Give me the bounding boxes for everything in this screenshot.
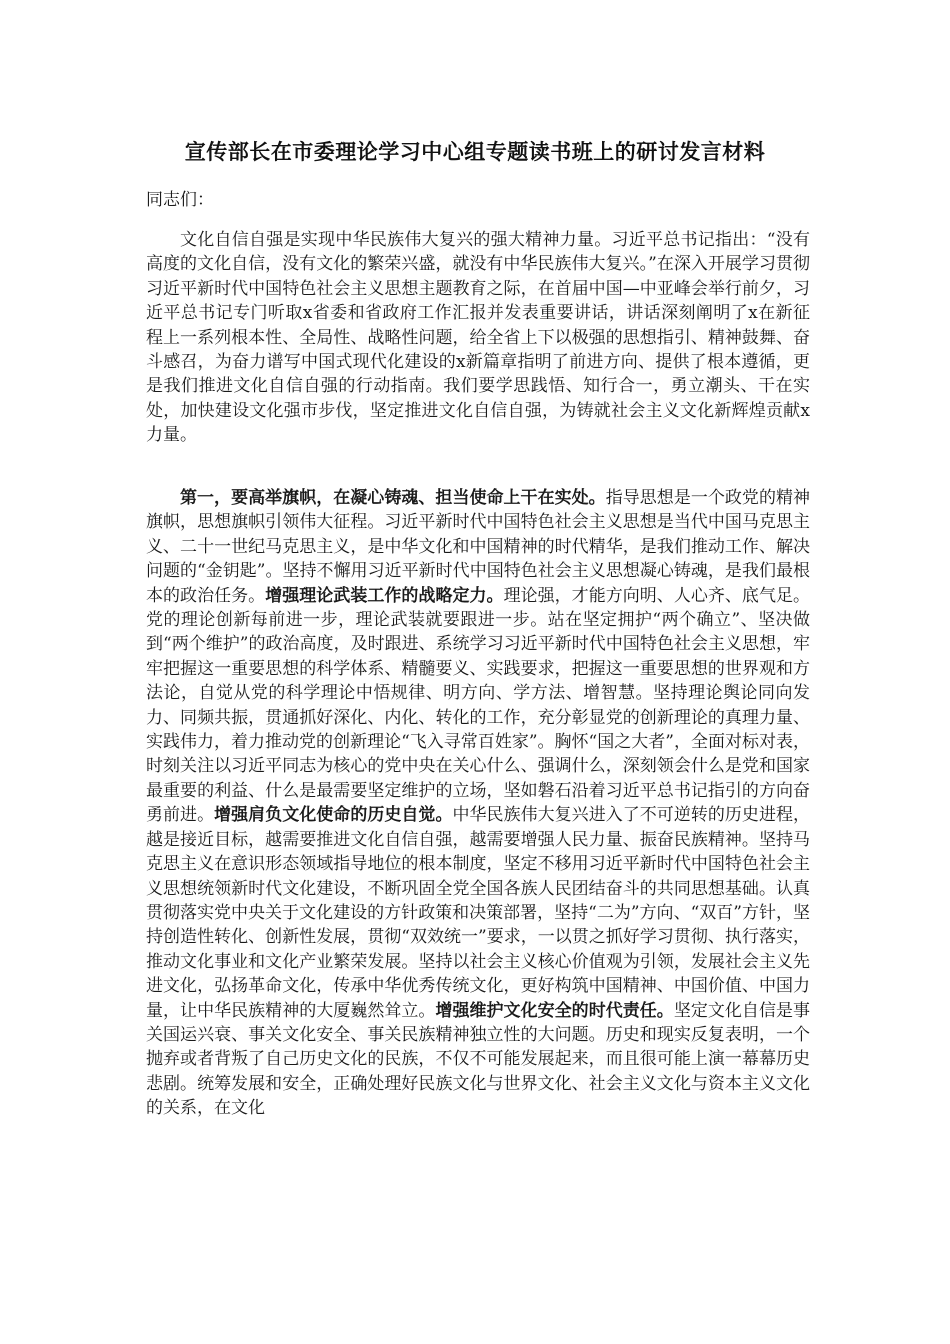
subheading-security: 增强维护文化安全的时代责任。 — [435, 1000, 674, 1021]
subheading-mission: 增强肩负文化使命的历史自觉。 — [214, 805, 453, 826]
salutation: 同志们： — [146, 190, 214, 210]
paragraph-text: 指导思想是一个政党的精神旗帜，思想旗帜引领伟大征程。习近平新时代中国特色社会主义思想是当代中国马克思主义、二十一世纪马克思主义，是中华文化和中国精神的时代精华，是我们推动工作、解决问题的“金钥匙”。坚持不懈用习近平新时代中国特色社会主义思想凝心铸魂，是我们最根本的政治任务。 — [146, 488, 811, 606]
paragraph-text: 坚定文化自信是事关国运兴衰、事关文化安全、事关民族精神独立性的大问题。历史和现实反复表明，一个抛弃或者背叛了自己历史文化的民族，不仅不可能发展起来，而且很可能上演一幕幕历史悲剧。统筹发展和安全，正确处理好民族文化与世界文化、社会主义文化与资本主义文化的关系，在文化 — [146, 1000, 811, 1119]
paragraph-intro: 文化自信自强是实现中华民族伟大复兴的强大精神力量。习近平总书记指出：“没有高度的文化自信，没有文化的繁荣兴盛，就没有中华民族伟大复兴。”在深入开展学习贯彻习近平新时代中国特色社会主义思想主题教育之际，在首届中国—中亚峰会举行前夕，习近平总书记专门听取x省委和省政府工作汇报并发表重要讲话，讲话深刻阐明了x在新征程上一系列根本性、全局性、战略性问题，给全省上下以极强的思想指引、精神鼓舞、奋斗感召，为奋力谱写中国式现代化建设的x新篇章指明了前进方向、提供了根本遵循，更是我们推进文化自信自强的行动指南。我们要学思践悟、知行合一，勇立潮头、干在实处，加快建设文化强市步伐，坚定推进文化自信自强，为铸就社会主义文化新辉煌贡献x力量。 — [146, 230, 810, 446]
subheading-theory: 增强理论武装工作的战略定力。 — [265, 585, 504, 606]
paragraph-first-point — [146, 486, 810, 1121]
section-heading: 第一，要高举旗帜，在凝心铸魂、担当使命上干在实处。 — [180, 488, 606, 508]
paragraph-text: 中华民族伟大复兴进入了不可逆转的历史进程，越是接近目标，越需要推进文化自信自强，越需要增强人民力量、振奋民族精神。坚持马克思主义在意识形态领域指导地位的根本制度，坚定不移用习近平新时代中国特色社会主义思想统领新时代文化建设，不断巩固全党全国各族人民团结奋斗的共同思想基础。认真贯彻落实党中央关于文化建设的方针政策和决策部署，坚持“二为”方向、“双百”方针，坚持创造性转化、创新性发展，贯彻“双效统一”要求，一以贯之抓好学习贯彻、执行落实，推动文化事业和文化产业繁荣发展。坚持以社会主义核心价值观为引领，发展社会主义先进文化，弘扬革命文化，传承中华优秀传统文化，更好构筑中国精神、中国价值、中国力量，让中华民族精神的大厦巍然耸立。 — [146, 805, 811, 1021]
document-title: 宣传部长在市委理论学习中心组专题读书班上的研讨发言材料 — [184, 140, 766, 164]
paragraph-text: 理论强，才能方向明、人心齐、底气足。党的理论创新每前进一步，理论武装就要跟进一步。站在坚定拥护“两个确立”、坚决做到“两个维护”的政治高度，及时跟进、系统学习习近平新时代中国特色社会主义思想，牢牢把握这一重要思想的科学体系、精髓要义、实践要求，把握这一重要思想的世界观和方法论，自觉从党的科学理论中悟规律、明方向、学方法、增智慧。坚持理论舆论同向发力、同频共振，贯通抓好深化、内化、转化的工作，充分彰显党的创新理论的真理力量、实践伟力，着力推动党的创新理论“飞入寻常百姓家”。胸怀“国之大者”，全面对标对表，时刻关注以习近平同志为核心的党中央在关心什么、强调什么，深刻领会什么是党和国家最重要的利益、什么是最需要坚定维护的立场，坚如磐石沿着习近平总书记指引的方向奋勇前进。 — [146, 585, 811, 826]
